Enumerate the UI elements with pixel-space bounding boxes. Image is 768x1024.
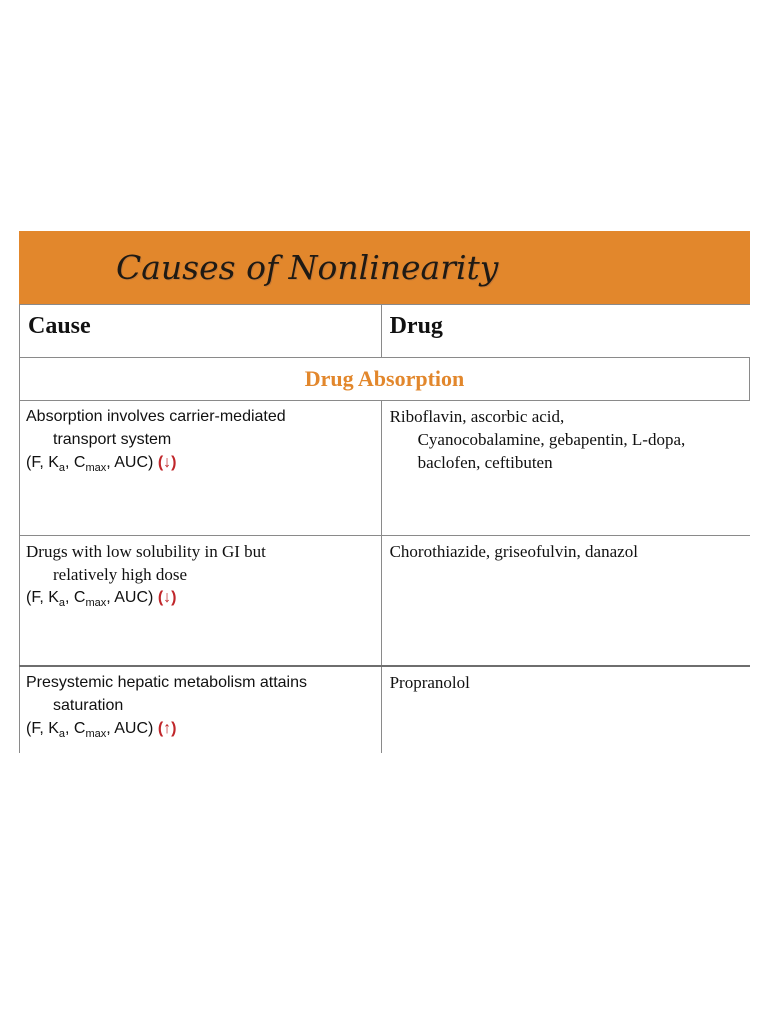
table-row xyxy=(20,536,750,667)
header-cell-cause xyxy=(20,305,382,358)
slide xyxy=(19,231,768,753)
drug-text-cont: Cyanocobalamine, gebapentin, L-dopa, xyxy=(417,430,686,449)
cause-cell xyxy=(20,401,382,536)
arrow-up-icon: (↑) xyxy=(157,720,177,737)
section-cell xyxy=(20,358,750,401)
section-title: Drug Absorption xyxy=(304,366,465,391)
column-header-drug: Drug xyxy=(389,313,443,339)
cause-text: Absorption involves carrier-mediated xyxy=(26,408,286,425)
drug-text: Riboflavin, ascorbic acid, xyxy=(389,407,565,426)
drug-cell xyxy=(381,401,749,536)
pk-params: (F, $K_a$, $C_{max}$, AUC) (↓) xyxy=(26,454,177,475)
cause-text: Presystemic hepatic metabolism attains xyxy=(26,674,307,691)
cause-text-cont: relatively high dose xyxy=(53,565,188,584)
header-cell-drug xyxy=(381,305,749,358)
drug-text: Chorothiazide, griseofulvin, danazol xyxy=(389,542,638,561)
slide-title: Causes of Nonlinearity xyxy=(116,248,499,287)
table-row xyxy=(20,666,750,753)
arrow-down-icon: (↓) xyxy=(157,589,177,606)
table-header-row xyxy=(20,305,750,358)
cause-cell xyxy=(20,536,382,667)
drug-cell xyxy=(381,666,749,753)
title-banner xyxy=(19,231,750,304)
nonlinearity-table xyxy=(19,304,750,753)
drug-text-cont: baclofen, ceftibuten xyxy=(417,453,553,472)
drug-text: Propranolol xyxy=(389,673,470,692)
cause-text-cont: saturation xyxy=(53,697,124,714)
pk-params: (F, $K_a$, $C_{max}$, AUC) (↑) xyxy=(26,720,177,741)
arrow-down-icon: (↓) xyxy=(157,454,177,471)
pk-params: (F, $K_a$, $C_{max}$, AUC) (↓) xyxy=(26,589,177,610)
cause-text: Drugs with low solubility in GI but xyxy=(26,542,266,561)
section-row xyxy=(20,358,750,401)
table-row xyxy=(20,401,750,536)
cause-text-cont: transport system xyxy=(53,431,172,448)
column-header-cause: Cause xyxy=(28,313,91,339)
cause-cell xyxy=(20,666,382,753)
drug-cell xyxy=(381,536,749,667)
